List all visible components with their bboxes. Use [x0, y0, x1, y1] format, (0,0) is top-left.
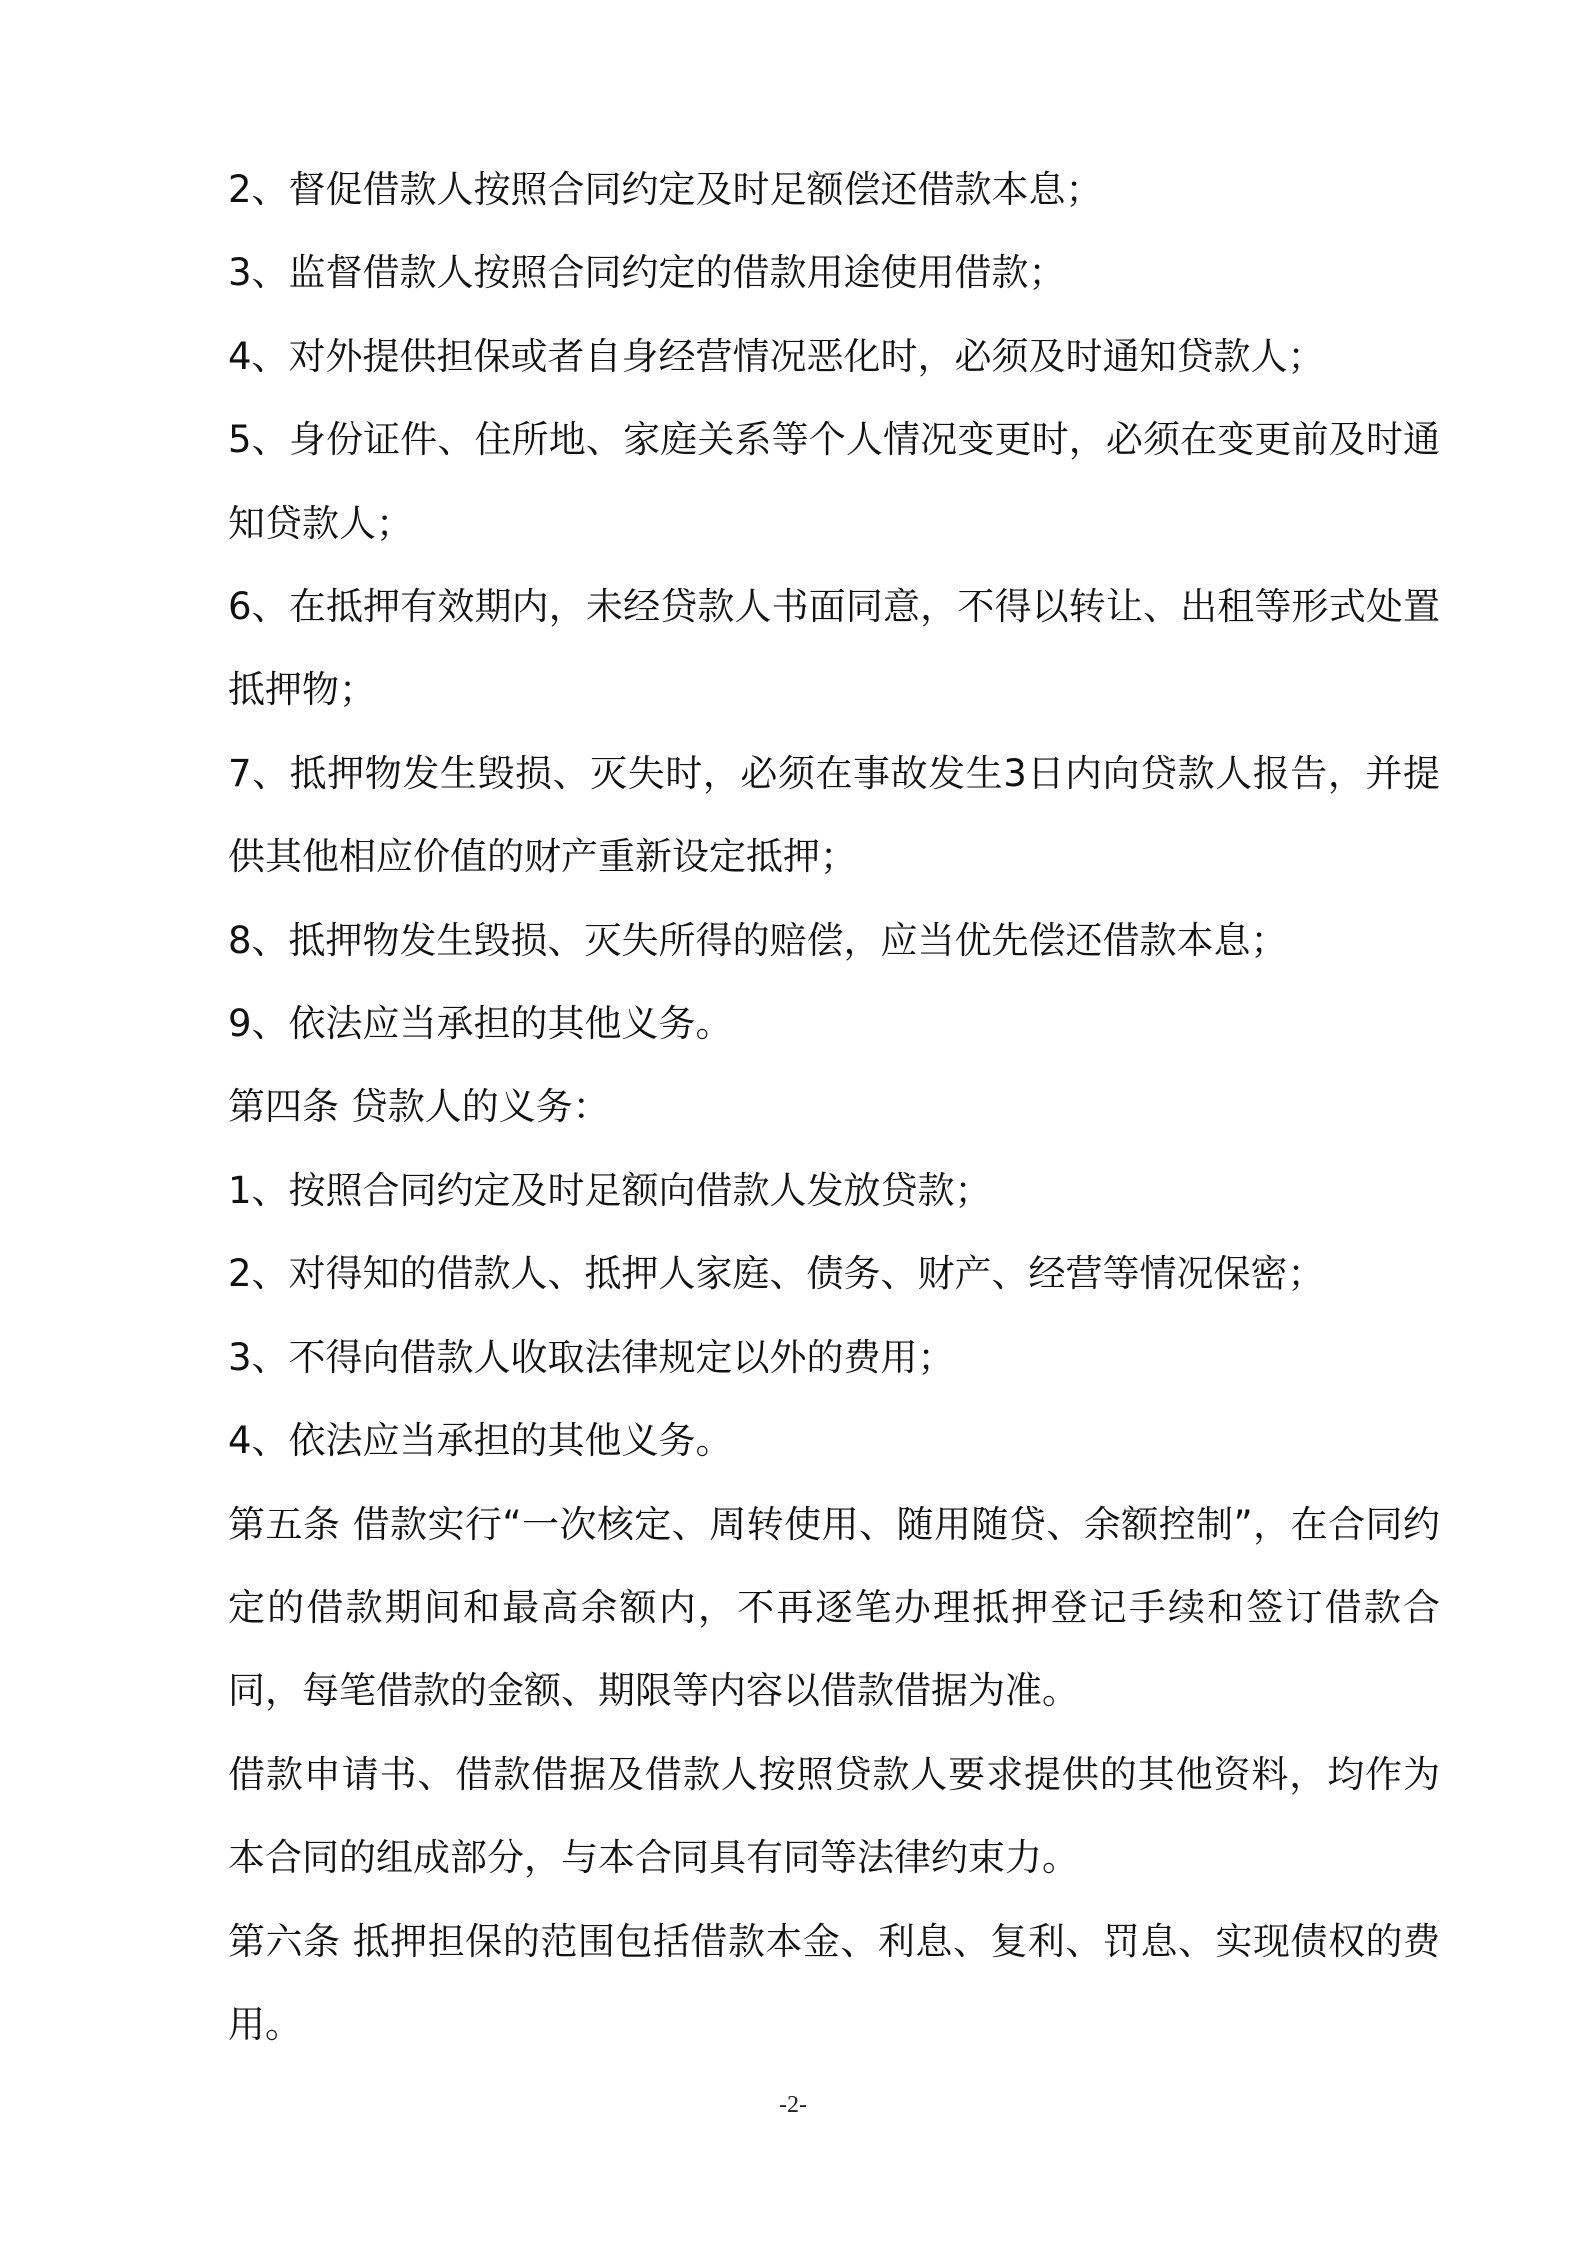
page-number: -2- — [779, 2092, 807, 2118]
obligation-item-9: 9、依法应当承担的其他义务。 — [228, 1002, 733, 1046]
article-5: 第五条 借款实行“一次核定、周转使用、随用随贷、余额控制”，在合同约定的借款期间和最高余额内，不再逐笔办理抵押登记手续和签订借款合同，每笔借款的金额、期限等内容以借款借据为准。 — [228, 1502, 1440, 1713]
article-4-heading: 第四条 贷款人的义务： — [228, 1085, 610, 1129]
lender-obligation-2: 2、对得知的借款人、抵押人家庭、债务、财产、经营等情况保密； — [228, 1252, 1325, 1296]
obligation-item-8: 8、抵押物发生毁损、灭失所得的赔偿，应当优先偿还借款本息； — [228, 918, 1288, 962]
lender-obligation-1: 1、按照合同约定及时足额向借款人发放贷款； — [228, 1168, 992, 1212]
obligation-item-7: 7、抵押物发生毁损、灭失时，必须在事故发生3日内向贷款人报告，并提供其他相应价值的财产重新设定抵押； — [228, 751, 1440, 879]
obligation-item-4: 4、对外提供担保或者自身经营情况恶化时，必须及时通知贷款人； — [228, 334, 1325, 378]
obligation-item-6: 6、在抵押有效期内，未经贷款人书面同意，不得以转让、出租等形式处置抵押物； — [228, 585, 1440, 712]
lender-obligation-4: 4、依法应当承担的其他义务。 — [228, 1419, 733, 1463]
obligation-item-2: 2、督促借款人按照合同约定及时足额偿还借款本息； — [228, 168, 1103, 211]
article-5-supplement: 借款申请书、借款借据及借款人按照贷款人要求提供的其他资料，均作为本合同的组成部分，与本合同具有同等法律约束力。 — [228, 1752, 1440, 1880]
article-6: 第六条 抵押担保的范围包括借款本金、利息、复利、罚息、实现债权的费用。 — [228, 1919, 1440, 2046]
document-body — [228, 148, 1440, 2066]
obligation-item-3: 3、监督借款人按照合同约定的借款用途使用借款； — [228, 251, 1066, 295]
obligation-item-5: 5、身份证件、住所地、家庭关系等个人情况变更时，必须在变更前及时通知贷款人； — [228, 418, 1440, 545]
lender-obligation-3: 3、不得向借款人收取法律规定以外的费用； — [228, 1335, 955, 1379]
